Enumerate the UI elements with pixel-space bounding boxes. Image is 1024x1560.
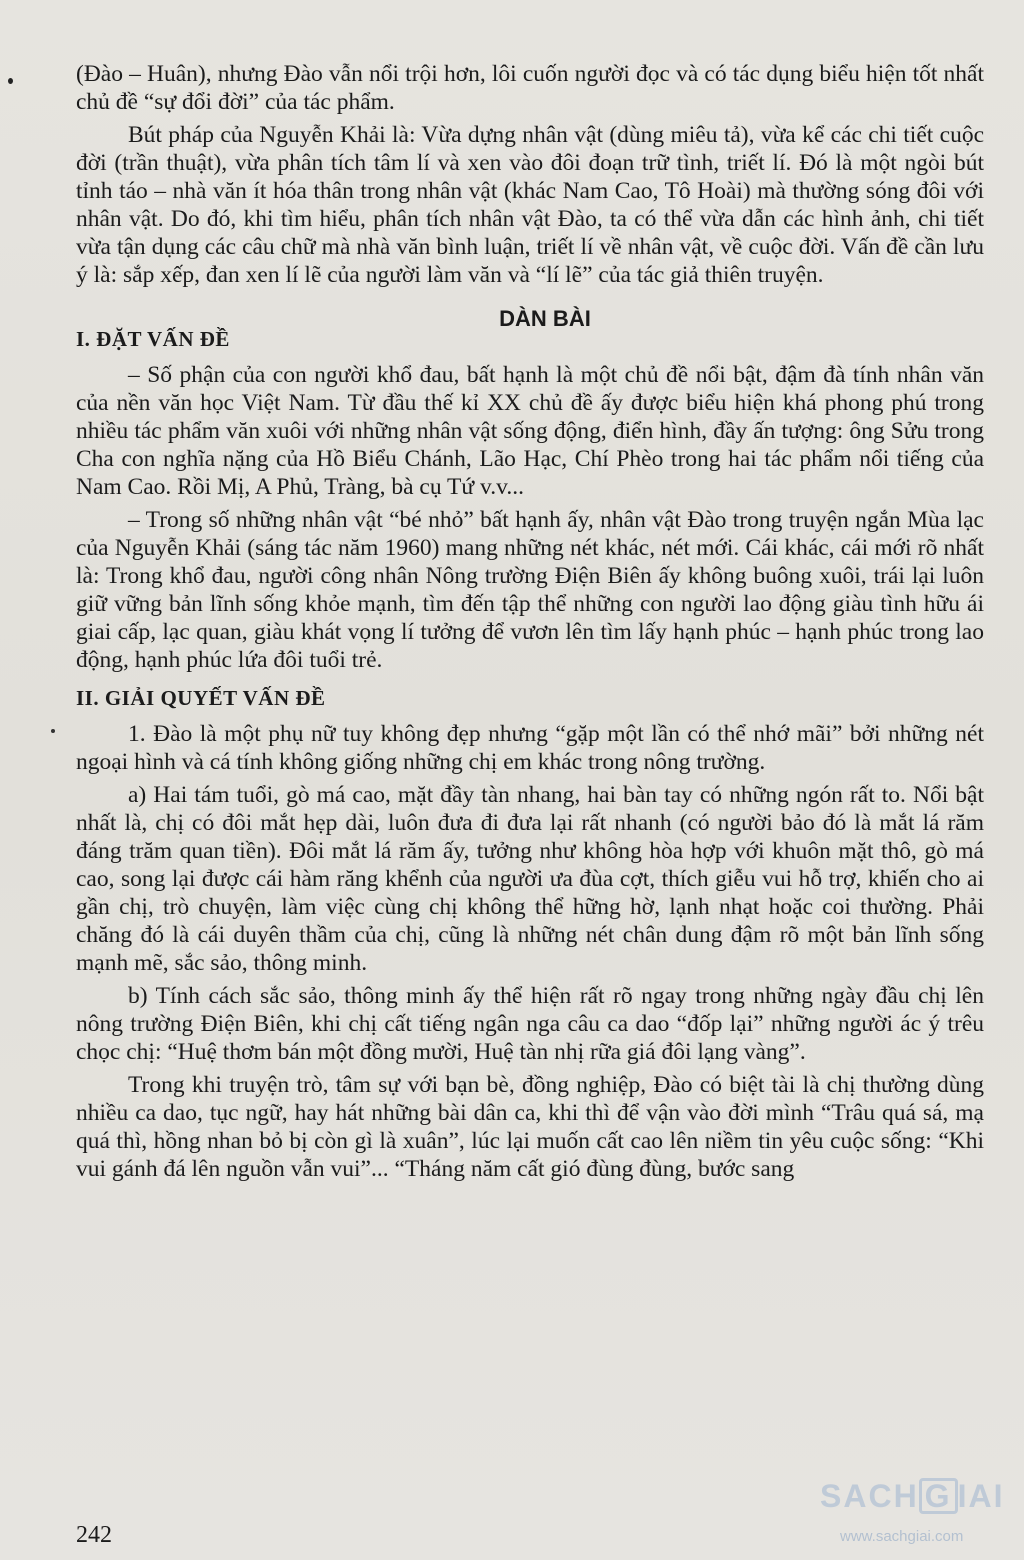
watermark-url: www.sachgiai.com: [840, 1528, 964, 1545]
outline-title: DÀN BÀI: [499, 306, 591, 331]
paragraph: a) Hai tám tuổi, gò má cao, mặt đầy tàn nhang, hai bàn tay có những ngón rất to. Nổi bật nhất là, chị có đôi mắt hẹp dài, luôn đưa đi đưa lại rất nhanh (có người bảo đó là mắt lá răm đáng trăm quan tiền). Đôi mắt lá răm ấy, tưởng như không hòa hợp với khuôn mặt thô, gò má cao, song lại được cái hàm răng khểnh của người ưa đùa cợt, thích giễu vui hỗ trợ, khiến cho ai gần chị, trò chuyện, làm việc cùng chị không thể hững hờ, lạnh nhạt hoặc coi thường. Phải chăng đó là cái duyên thầm của chị, cũng là những nét chân dung đậm rõ một bản lĩnh sống mạnh mẽ, sắc sảo, thông minh.: [76, 782, 984, 976]
paragraph: – Trong số những nhân vật “bé nhỏ” bất hạnh ấy, nhân vật Đào trong truyện ngắn Mùa lạc của Nguyễn Khải (sáng tác năm 1960) mang những nét khác, nét mới. Cái khác, cái mới rõ nhất là: Trong khổ đau, người công nhân Nông trường Điện Biên ấy không buông xuôi, trái lại luôn giữ vững bản lĩnh sống khỏe mạnh, tìm đến tập thể những con người lao động giàu tình hữu ái giai cấp, lạc quan, giàu khát vọng lí tưởng để vươn lên tìm lấy hạnh phúc – hạnh phúc trong lao động, hạnh phúc lứa đôi tuổi trẻ.: [76, 507, 984, 673]
margin-mark: [51, 729, 55, 733]
page-number: 242: [76, 1522, 112, 1548]
margin-mark: [8, 78, 13, 84]
paragraph: 1. Đào là một phụ nữ tuy không đẹp nhưng “gặp một lần có thể nhớ mãi” bởi những nét ngoại hình và cá tính không giống những chị em khác trong nông trường.: [76, 721, 984, 775]
paragraph: b) Tính cách sắc sảo, thông minh ấy thể hiện rất rõ ngay trong những ngày đầu chị lên nông trường Điện Biên, khi chị cất tiếng ngân nga câu ca dao “đốp lại” những người ác ý trêu chọc chị: “Huệ thơm bán một đồng mười, Huệ tàn nhị rữa giá đôi lạng vàng”.: [76, 983, 984, 1065]
page-content: [76, 60, 984, 1188]
section-heading: II. GIẢI QUYẾT VẤN ĐỀ: [76, 686, 326, 710]
section-heading: I. ĐẶT VẤN ĐỀ: [76, 327, 230, 351]
paragraph: Trong khi truyện trò, tâm sự với bạn bè, đồng nghiệp, Đào có biệt tài là chị thường dùng nhiều ca dao, tục ngữ, hay hát những bài dân ca, khi thì để vận vào đời mình “Trâu quá sá, mạ quá thì, hồng nhan bỏ bị còn gì là xuân”, lúc lại muốn cất cao lên niềm tin yêu cuộc sống: “Khi vui gánh đá lên nguồn vẫn vui”... “Tháng năm cất gió đùng đùng, bước sang: [76, 1072, 984, 1182]
watermark-box: G: [919, 1478, 958, 1514]
watermark-logo: [820, 1478, 1004, 1515]
paragraph: – Số phận của con người khổ đau, bất hạnh là một chủ đề nổi bật, đậm đà tính nhân văn của nền văn học Việt Nam. Từ đầu thế kỉ XX chủ đề ấy được biểu hiện khá phong phú trong nhiều tác phẩm văn xuôi với những nhân vật sống động, điển hình, đầy ấn tượng: ông Sửu trong Cha con nghĩa nặng của Hồ Biểu Chánh, Lão Hạc, Chí Phèo trong hai tác phẩm nổi tiếng của Nam Cao. Rồi Mị, A Phủ, Tràng, bà cụ Tứ v.v...: [76, 362, 984, 500]
watermark-text: IAI: [957, 1478, 1005, 1514]
watermark-text: SACH: [820, 1478, 919, 1514]
paragraph: Bút pháp của Nguyễn Khải là: Vừa dựng nhân vật (dùng miêu tả), vừa kể các chi tiết cuộc đời (trần thuật), vừa phân tích tâm lí và xen vào đôi đoạn trữ tình, triết lí. Đó là một ngòi bút tỉnh táo – nhà văn ít hóa thân trong nhân vật (khác Nam Cao, Tô Hoài) mà thường sóng đôi với nhân vật. Do đó, khi tìm hiểu, phân tích nhân vật Đào, ta có thể vừa dẫn các hình ảnh, chi tiết vừa tận dụng các câu chữ mà nhà văn bình luận, triết lí về nhân vật, về cuộc đời. Vấn đề cần lưu ý là: sắp xếp, đan xen lí lẽ của người làm văn và “lí lẽ” của tác giả thiên truyện.: [76, 122, 984, 288]
paragraph: (Đào – Huân), nhưng Đào vẫn nổi trội hơn, lôi cuốn người đọc và có tác dụng biểu hiện tốt nhất chủ đề “sự đổi đời” của tác phẩm.: [76, 61, 984, 115]
